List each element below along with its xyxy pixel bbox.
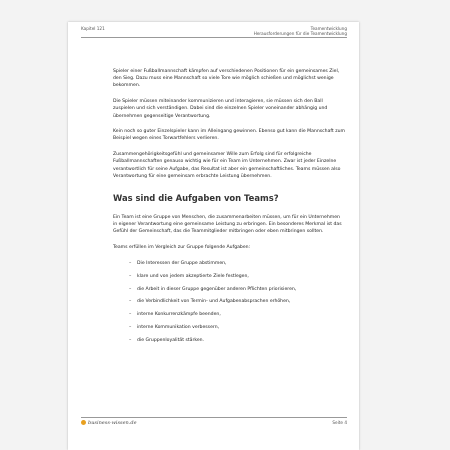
logo-dot-icon: [81, 420, 86, 425]
header-right: [254, 26, 347, 36]
task-list: [113, 260, 345, 345]
list-item: [129, 260, 345, 267]
list-item: [129, 286, 345, 293]
bullet-marker: –: [129, 273, 132, 279]
bullet-marker: –: [129, 260, 132, 266]
list-item-text: interne Konkurrenzkämpfe beenden,: [137, 312, 221, 318]
list-item: [129, 273, 345, 280]
list-item-text: die Gruppenloyalität stärken.: [137, 338, 205, 344]
list-item: [129, 324, 345, 331]
paragraph: Teams erfüllen im Vergleich zur Gruppe folgende Aufgaben:: [113, 245, 251, 251]
header-chapter: Kapitel 121: [81, 26, 105, 31]
page-number: Seite 4: [332, 420, 347, 425]
bullet-marker: –: [129, 338, 132, 344]
bullet-marker: –: [129, 286, 132, 292]
paragraph: Die Spieler müssen miteinander kommunizieren und interagieren, sie müssen sich den Ball zuspielen und sich verständigen. Dabei sind die einzelnen Spieler voneinander abhängig und übernehmen gegenseitige Verantwortung.: [113, 99, 328, 119]
footer-logo-text: business-wissen.de: [88, 420, 137, 426]
bullet-marker: –: [129, 325, 132, 331]
list-item-text: die Verbindlichkeit von Termin- und Aufgabenabsprachen erhöhen,: [137, 299, 291, 305]
header-title: Teamentwicklung: [310, 26, 347, 31]
paragraph: Spieler einer Fußballmannschaft kämpfen auf verschiedenen Positionen für ein gemeinsames Ziel, den Sieg. Dazu muss eine Mannschaft so viele Tore wie möglich schießen und möglichst wenige bekommen.: [113, 69, 340, 89]
bullet-marker: –: [129, 299, 132, 305]
header-subtitle: Herausforderungen für die Teamentwicklung: [253, 31, 347, 37]
document-body: [113, 68, 345, 350]
section-heading: Was sind die Aufgaben von Teams?: [113, 192, 279, 203]
document-page: [68, 22, 359, 450]
list-item-text: Die Interessen der Gruppe abstimmen,: [137, 260, 227, 266]
bullet-marker: –: [129, 312, 132, 318]
list-item-text: klare und von jedem akzeptierte Ziele festlegen,: [137, 273, 249, 279]
list-item: [129, 298, 345, 305]
footer-divider: [81, 417, 347, 418]
list-item: [129, 337, 345, 344]
paragraph: Zusammengehörigkeitsgefühl und gemeinsamer Wille zum Erfolg sind für erfolgreiche Fußballmannschaften genauso wichtig wie für ein Team im Unternehmen. Zwar ist jeder Einzelne verantwortlich für seine Aufgabe, das Resultat ist aber ein gemeinschaftliches. Teams müssen also Verantwortung für eine gemeinsam erbrachte Leistung übernehmen.: [113, 152, 341, 179]
list-item: [129, 311, 345, 318]
header-divider: [81, 37, 347, 38]
footer-logo: [81, 420, 137, 426]
paragraph: Kein noch so guter Einzelspieler kann im Alleingang gewinnen. Ebenso gut kann die Mannschaft zum Beispiel wegen eines Torwartfehlers verlieren.: [113, 129, 345, 142]
list-item-text: die Arbeit in dieser Gruppe gegenüber anderen Pflichten priorisieren,: [137, 286, 297, 292]
paragraph: Ein Team ist eine Gruppe von Menschen, die zusammenarbeiten müssen, um für ein Unternehmen in eigener Verantwortung eine gemeinsame Leistung zu erbringen. Ein besonderes Merkmal ist das Gefühl der Gemeinschaft, das die Teammitglieder mitbringen oder eben mitbringen sollten.: [113, 214, 342, 235]
list-item-text: interne Kommunikation verbessern,: [137, 325, 220, 331]
